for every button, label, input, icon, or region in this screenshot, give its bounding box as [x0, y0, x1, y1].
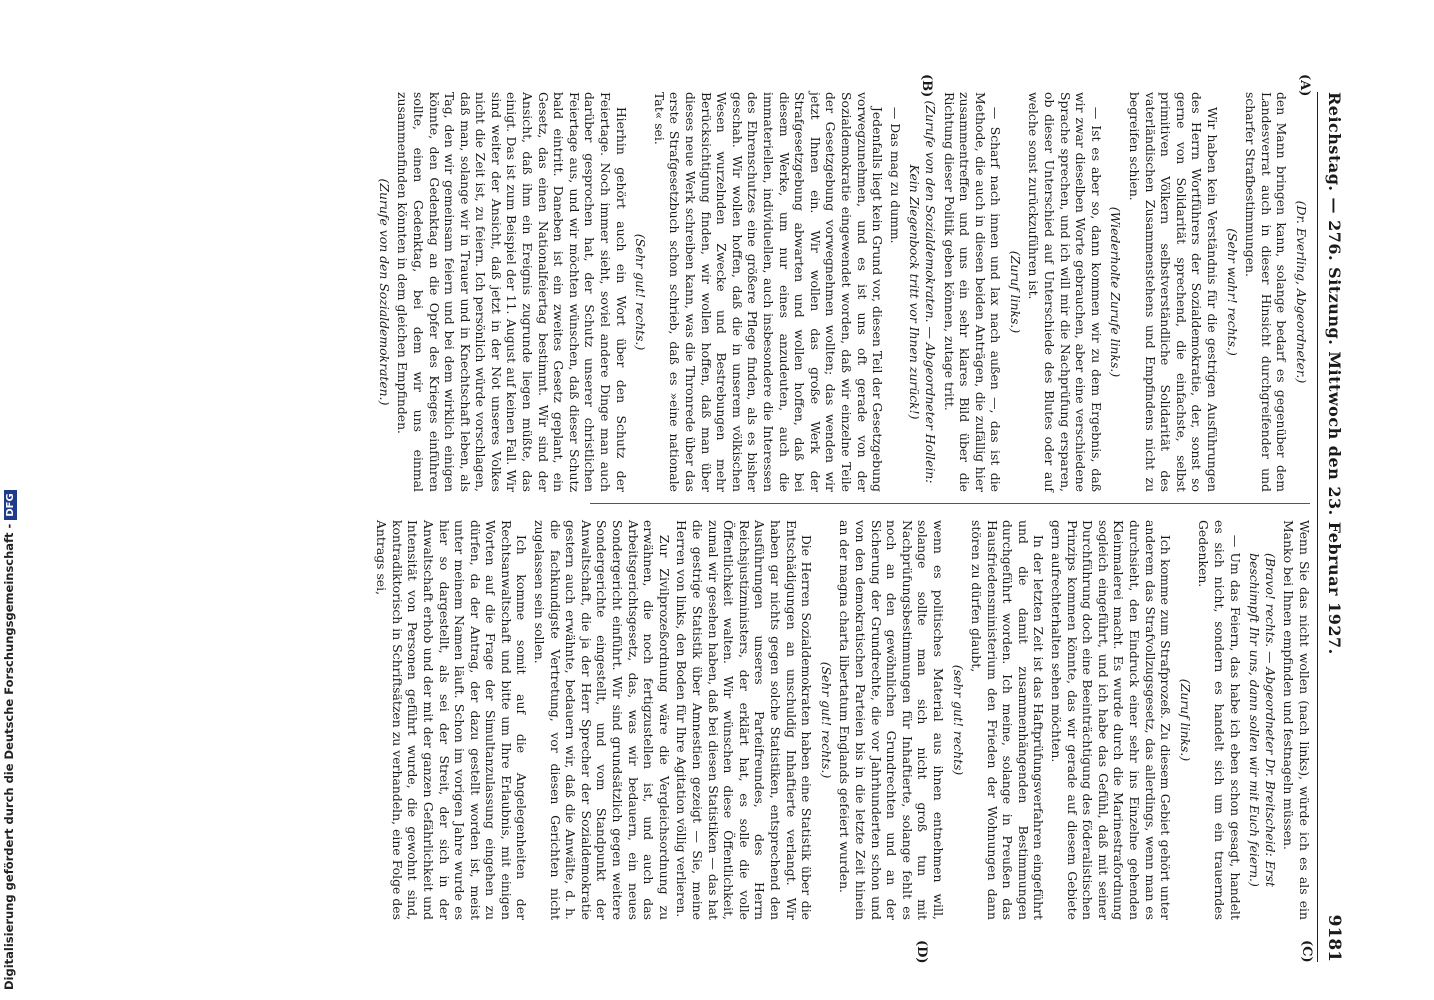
column-divider [590, 503, 1310, 504]
page-header [1317, 92, 1344, 962]
paragraph: wenn es politisches Material aus ihnen entnehmen will, solange sollte man sich nicht groß tun mit Nachprüfungsbestimmungen für Inhaftierte, solange fehlt es noch an den gewöhnlichen Grundrechten und an der Sicherung der Grundrechte, die vor Jahrhunderten schon und von den demokratischen Parteien bis in die letzte Zeit hinein an der magna charta libertatum Englands gefeiert wurden. [837, 520, 946, 920]
paragraph: Zur Zivilprozeßordnung wäre die Vergleichsordnung zu erwähnen, die noch fertigzustellen ist, und auch das Arbeitsgerichtsgesetz, das, was wir bedauern, ein neues Sondergericht einführt. Wir sind grundsätzlich gegen weitere Sondergerichte eingestellt, und vom Standpunkt der Anwaltschaft, die ja der Herr Sprecher der Sozialdemokratie gestern auch erwähnte, bedauern wir, daß die Anwälte, d. h. die fachkundigste Vertretung, vor diesen Gerichten nicht zugelassen sein sollen. [532, 520, 672, 920]
margin-mark-b: (B) [919, 74, 934, 98]
paragraph: In der letzten Zeit ist das Haftprüfungsverfahren eingeführt und die damit zusammenhängenden Bestimmungen durchgeführt worden. Ich meine, solange in Preußen das Hausfriedensministerium den Frieden der Wohnungen dann stören zu dürfen glaubt, [969, 520, 1047, 920]
paragraph: — Ist es aber so, dann kommen wir zu dem Ergebnis, daß wir zwar dieselben Worte gebrauchen, aber eine verschiedene Sprache sprechen, und ich will mir die Nachprüfung ersparen, ob dieser Unterschied auf Unterschiede des Blutes oder auf welche sonst zurückzuführen ist. [1026, 92, 1104, 492]
margin-mark-d: (D) [914, 940, 929, 964]
page-number: 9181 [1324, 914, 1344, 962]
paragraph: — Um das Feiern, das habe ich eben schon gesagt, handelt es sich nicht, sondern es handelt sich um ein trauerndes Gedenken. [1196, 520, 1243, 920]
paragraph: Wenn Sie das nicht wollen (nach links), würde ich es als ein Manko bei Ihnen empfinden und festnageln müssen. [1281, 520, 1312, 920]
interjection: (sehr gut! rechts) [950, 664, 966, 776]
interjection: (Wiederholte Zurufe links.) [1108, 206, 1124, 378]
interjection: (Zurufe von den Sozialdemokraten. — Abgeordneter Hollein: Kein Ziegenbock tritt vor Ihnen zurück!) [907, 100, 938, 484]
right-column [372, 520, 1312, 920]
paragraph: — Scharf nach innen und lax nach außen —, das ist die Methode, die auch in diesen beiden Anträgen, die zufällig hier zusammentreffen und uns ein sehr klares Bild über die Richtung dieser Politik geben können, zutage tritt. [941, 92, 1004, 492]
page-title: Reichstag. — 276. Sitzung. Mittwoch den 23. Februar 1927. [1325, 92, 1344, 655]
interjection: (Bravo! rechts. — Abgeordneter Dr. Breitscheid: Erst beschimpft Ihr uns, dann sollen wir mit Euch feiern.) [1247, 553, 1278, 887]
paragraph: Ich komme zum Strafprozeß. Zu diesem Gebiet gehört unter anderem das Strafvollzugsgesetz, das allerdings, wenn man es durchsieht, den Eindruck einer sehr ins Einzelne gehenden Kleinmalerei macht. Es wurde durch die Marinestrafordnung sogleich eingeführt, und ich habe das Gefühl, daß mit seiner Durchführung doch eine Beeinträchtigung des föderalistischen Prinzips kommen könnte, das wir gerade auf diesem Gebiete gern aufrechterhalten sehen möchten. [1049, 520, 1174, 920]
paragraph: Ich komme somit auf die Angelegenheiten der Rechtsanwaltschaft und bitte um Ihre Erlaubnis, mit einigen Worten auf die Frage der Simultanzulassung eingehen zu dürfen, da der Antrag, der dazu gestellt worden ist, meist unter meinem Namen läuft. Schon im vorigen Jahre wurde es hier so dargestellt, als sei der Streit, der sich in der Anwaltschaft erhob und der mit der ganzen Gefährlichkeit und Intensität von Personen geführt wurde, die gewohnt sind, kontradiktorisch in Schriftsätzen zu verhandeln, eine Folge des Antrags sei, [374, 520, 530, 920]
dfg-logo-icon: DFG [4, 490, 17, 519]
interjection: (Sehr wahr! rechts.) [1224, 228, 1240, 356]
paragraph: den Mann bringen kann, solange bedarf es gegenüber dem Landesverrat auch in dieser Hinsicht durchgreifender und scharfer Strafbestimmungen. [1243, 92, 1290, 492]
interjection: (Zuruf links.) [1007, 250, 1023, 334]
left-column [372, 92, 1312, 492]
interjection: (Zurufe von den Sozialdemokraten.) [376, 178, 392, 406]
paragraph: Jedenfalls liegt kein Grund vor, diesen Teil der Gesetzgebung vorwegzunehmen, und es ist uns oft gerade von der Sozialdemokratie eingewendet worden, daß wir einzelne Teile der Gesetzgebung vorwegnehmen wollten; das wenden wir jetzt Ihnen ein. Wir wollen das große Werk der Strafgesetzgebung abwarten und wollen hoffen, daß bei diesem Werke, um nur eines anzudeuten, auch die immateriellen, individuellen, auch insbesondere die Interessen des Ehrenschutzes eine größere Pflege finden, als es bisher geschah. Wir wollen hoffen, daß die in unserem völkischen Wesen wurzelnden Zwecke und Bestrebungen mehr Berücksichtigung finden, wir wollen hoffen, daß man über dieses neue Werk schreiben kann, was die Thronrede über das erste Strafgesetzbuch schon schrieb, daß es »eine nationale Tat« sei. [651, 92, 886, 492]
paragraph: Wir haben kein Verständnis für die gestrigen Ausführungen des Herrn Wortführers der Sozialdemokratie, der, sonst so gerne von Solidarität sprechend, die einfachste, selbst primitiven Völkern selbstverständliche Solidarität des vaterländischen Zusammenstehens und Empfindens nicht zu begreifen schien. [1127, 92, 1221, 492]
interjection: (Sehr gut! rechts.) [633, 233, 649, 351]
interjection: (Zuruf links.) [1177, 678, 1193, 762]
paragraph: Hierhin gehört auch ein Wort über den Schutz der Feiertage. Noch immer sieht, soviel andere Dinge man auch darüber gesprochen hat, der Schutz unserer christlichen Feiertage aus, und wir möchten wünschen, daß dieser Schutz bald eintritt. Daneben ist ein zweites Gesetz geplant, ein Gesetz, das einen Nationalfeiertag bestimmt. Wir sind der Ansicht, daß ihm ein Ereignis zugrunde liegen müßte, das einigt. Das ist zum Beispiel der 11. August auf keinen Fall. Wir sind weiter der Ansicht, daß jetzt in der Not unseres Volkes nicht die Zeit ist, zu feiern. Ich persönlich würde vorschlagen, daß man, solange wir in Trauer und in Knechtschaft leben, als Tag, den wir gemeinsam feiern und bei dem wirklich einigen könnte, den Gedenktag an die Opfer des Krieges einführen sollte, einen Gedenktag, bei dem wir uns einmal zusammenfinden könnten in dem gleichen Empfinden. [395, 92, 629, 492]
interjection: (Sehr gut! rechts.) [818, 661, 834, 779]
paragraph: — Das mag zu dumm. [887, 106, 903, 244]
credit-text: Digitalisierung gefördert durch die Deutsche Forschungsgemeinschaft - [2, 523, 16, 990]
paragraph: Die Herren Sozialdemokraten haben eine Statistik über die Entschädigungen an unschuldig Inhaftierte verlangt. Wir haben gar nichts gegen solche Statistiken, entsprechend den Ausführungen unseres Parteifreundes, des Herrn Reichsjustizministers, der erklärt hat, es solle die volle Öffentlichkeit walten. Wir wünschen diese Öffentlichkeit, zumal wir gesehen haben, daß bei diesen Statistiken — das hat die gestrige Statistik über Amnestien gezeigt — Sie, meine Herren von links, den Boden für Ihre Agitation völlig verlieren. [674, 520, 815, 920]
margin-mark-a: (A) [1297, 74, 1312, 97]
speaker-line: (Dr. Everling, Abgeordneter.) [1294, 200, 1309, 384]
margin-mark-c: (C) [1299, 940, 1314, 963]
